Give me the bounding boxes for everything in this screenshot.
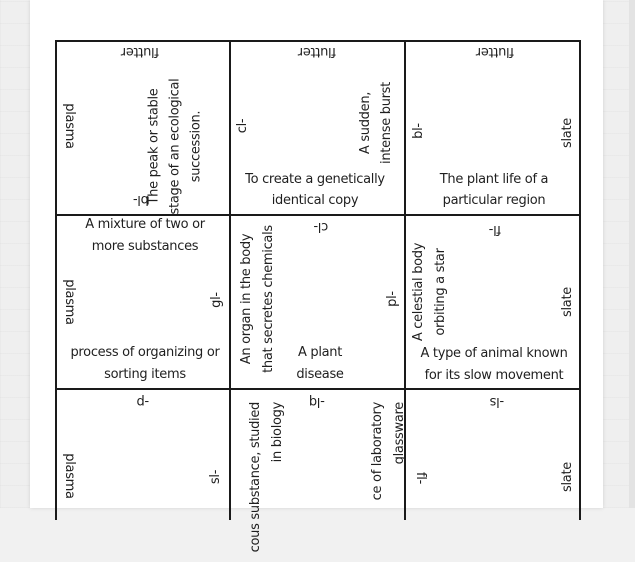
tile-top-term: fl- bbox=[489, 222, 501, 237]
tile-right-term: pl- bbox=[385, 291, 400, 307]
tile-definition: The peak or stable stage of an ecological succession. bbox=[146, 78, 204, 215]
tile-top-term: flutter bbox=[121, 44, 159, 59]
tile-top-term: cl- bbox=[313, 219, 329, 234]
tile-definition: A plant disease bbox=[296, 345, 344, 382]
tile-side-definition: ce of laboratory glassware bbox=[370, 402, 407, 501]
tile-definition: A type of animal known for its slow movement bbox=[420, 346, 568, 383]
tile-left-term: cl- bbox=[235, 118, 250, 134]
tile-side-definition: A sudden, intense burst bbox=[358, 82, 394, 164]
tile-left-term: plasma bbox=[62, 453, 77, 499]
grid-line bbox=[55, 40, 57, 520]
tile-definition: To create a genetically identical copy bbox=[245, 172, 385, 208]
tile-side-definition: An organ in the body that secretes chemicals bbox=[239, 225, 276, 373]
tile-right-term: slate bbox=[560, 287, 575, 317]
puzzle-grid bbox=[55, 40, 580, 553]
tile-top-term: -p bbox=[136, 394, 150, 409]
tile-top-term: -ls bbox=[489, 394, 505, 409]
tile-left-term: plasma bbox=[62, 279, 77, 325]
tile-top-term: flutter bbox=[298, 44, 336, 59]
tile-right-term: gl- bbox=[209, 292, 224, 308]
tile-side-definition: A celestial body orbiting a star bbox=[411, 242, 448, 342]
tile-right-term: sl- bbox=[208, 469, 223, 485]
tile-right-term: slate bbox=[560, 462, 575, 492]
grid-line bbox=[229, 40, 231, 520]
tile-left-term: plasma bbox=[62, 103, 77, 149]
tile-definition-bottom: process of organizing or sorting items bbox=[70, 345, 220, 382]
tile-left-term: fl- bbox=[413, 472, 428, 484]
tile-side-definition: cous substance, studied in biology bbox=[248, 402, 285, 553]
grid-line bbox=[579, 40, 581, 520]
tile-top-term: -lq bbox=[309, 394, 325, 409]
scrollbar-track[interactable] bbox=[629, 0, 635, 508]
tile-bottom-term: bl- bbox=[133, 192, 149, 207]
tile-definition: The plant life of a particular region bbox=[439, 172, 549, 208]
tile-definition-top: A mixture of two or more substances bbox=[85, 217, 205, 254]
tile-left-term: bl- bbox=[411, 123, 426, 139]
tile-right-term: slate bbox=[560, 118, 575, 148]
tile-top-term: flutter bbox=[476, 44, 514, 59]
